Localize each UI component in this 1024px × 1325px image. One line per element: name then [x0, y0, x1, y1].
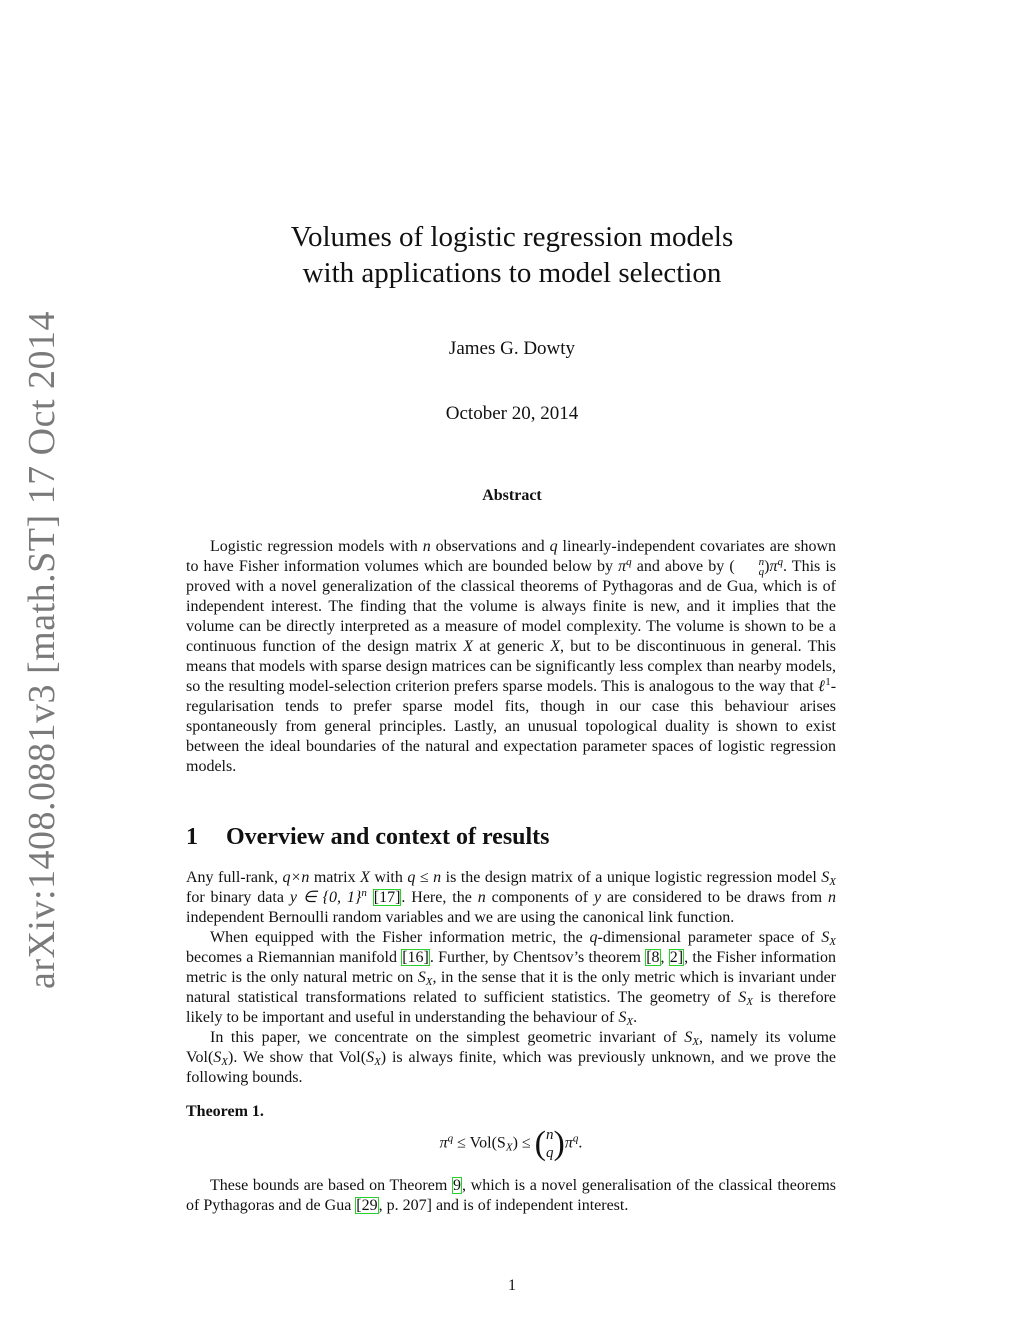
section-heading	[186, 824, 836, 851]
author: James G. Dowty	[448, 338, 576, 359]
binomial-coefficient: n q	[758, 556, 765, 579]
binomial-coefficient: n q	[546, 1127, 554, 1161]
title-line-1: Volumes of logistic regression models	[290, 221, 734, 253]
arxiv-stamp: arXiv:1408.0881v3 [math.ST] 17 Oct 2014	[21, 310, 63, 990]
date: October 20, 2014	[445, 403, 579, 424]
theorem-label: Theorem 1.	[186, 1103, 264, 1120]
citation-29[interactable]: [29	[356, 1197, 378, 1214]
theorem-equation: $\pi^q \le Vol(S_X)$ ≤ ( n q )$\pi^q$.	[439, 1125, 583, 1162]
theorem-9-link[interactable]: 9	[452, 1177, 461, 1194]
paragraph-4: These bounds are based on Theorem 9, which is a novel generalisation of the classical theorems of Pythagoras and de Gua [29, p. 207] and is of independent interest.	[186, 1177, 836, 1214]
section-title: Overview and context of results	[226, 824, 550, 850]
citation-2[interactable]: 2]	[669, 949, 684, 966]
citation-17[interactable]: [17]	[373, 889, 401, 906]
abstract-body	[186, 537, 836, 777]
abstract-heading: Abstract	[482, 487, 542, 504]
paragraph-2: When equipped with the Fisher information metric, the q-dimensional parameter space of $S_X$ becomes a Riemannian manifold [16]. Further, by Chentsov’s theorem [8, 2], the Fisher information metric is the only natural metric on $S_X$, in the sense that it is the only metric which is invariant under natural statistical transformations related to sufficient statistics. The geometry of $S_X$ is therefore likely to be important and useful in understanding the behaviour of $S_X$.	[186, 929, 837, 1028]
abstract-paragraph: Logistic regression models with n observations and q linearly-independent covariates are shown to have Fisher information volumes which are bounded below by $\pi^q$ and above by ( n q )$\pi^q$. This is proved with a novel generalization of the classical theorems of Pythagoras and de Gua, which is of independent interest. The finding that the volume is always finite is new, and it implies that the volume can be directly interpreted as a measure of model complexity. The volume is shown to be a continuous function of the design matrix X at generic X, but to be discontinuous in general. This means that models with sparse design matrices can be significantly less complex than nearby models, so the resulting model-selection criterion prefers sparse models. This is analogous to the way that ℓ$^1$-regularisation tends to prefer sparse model fits, though in our case this behaviour arises spontaneously from general principles. Lastly, an unusual topological duality is shown to exist between the ideal boundaries of the natural and expectation parameter spaces of logistic regression models.	[186, 538, 837, 776]
section-number: 1	[186, 824, 198, 850]
paragraph-1: Any full-rank, q×n matrix X with q ≤ n is the design matrix of a unique logistic regression model $S_X$ for binary data y ∈ {0, 1}$^n$ [17]. Here, the n components of y are considered to be draws from n independent Bernoulli random variables and we are using the canonical link function.	[186, 869, 837, 926]
title-line-2: with applications to model selection	[302, 257, 722, 289]
citation-8[interactable]: [8	[646, 949, 660, 966]
citation-16[interactable]: [16]	[402, 949, 429, 966]
page-number: 1	[508, 1277, 516, 1294]
section-body	[186, 868, 836, 1216]
paragraph-3: In this paper, we concentrate on the simplest geometric invariant of $S_X$, namely its volume $Vol(S_X)$. We show that $Vol(S_X)$ is always finite, which was previously unknown, and we prove the following bounds.	[186, 1029, 837, 1086]
